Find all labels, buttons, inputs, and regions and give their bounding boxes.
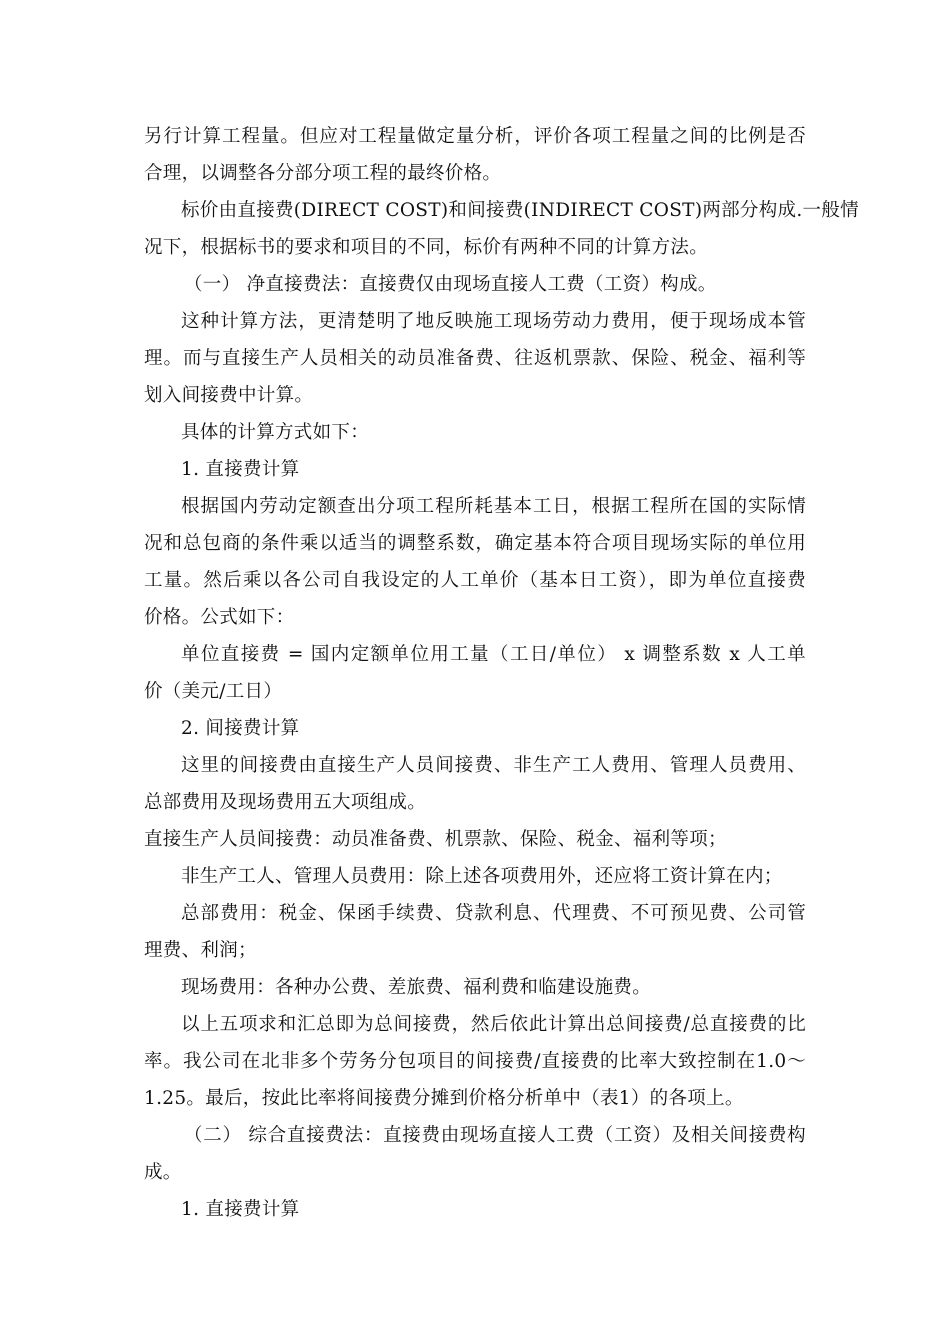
- text-line: 这种计算方法，更清楚明了地反映施工现场劳动力费用，便于现场成本管: [181, 311, 806, 332]
- text-line: 理。而与直接生产人员相关的动员准备费、往返机票款、保险、税金、福利等: [144, 348, 806, 369]
- text-line: 非生产工人、管理人员费用：除上述各项费用外，还应将工资计算在内；: [181, 866, 783, 887]
- text-line: 这里的间接费由直接生产人员间接费、非生产工人费用、管理人员费用、: [181, 755, 806, 776]
- text-line: 具体的计算方式如下：: [181, 422, 370, 443]
- text-line: 现场费用：各种办公费、差旅费、福利费和临建设施费。: [181, 977, 652, 998]
- section-heading: （一） 净直接费法：直接费仅由现场直接人工费（工资）构成。: [184, 274, 717, 295]
- section-heading: （二） 综合直接费法：直接费由现场直接人工费（工资）及相关间接费构: [184, 1125, 806, 1146]
- text-line: 合理，以调整各分部分项工程的最终价格。: [144, 163, 502, 184]
- text-line: 划入间接费中计算。: [144, 385, 314, 406]
- text-line: 理费、利润；: [144, 940, 257, 961]
- text-line: 总部费用及现场费用五大项组成。: [144, 792, 427, 813]
- text-line: 以上五项求和汇总即为总间接费，然后依此计算出总间接费/总直接费的比: [181, 1014, 806, 1035]
- text-line: 工量。然后乘以各公司自我设定的人工单价（基本日工资），即为单位直接费: [144, 570, 806, 591]
- text-line: 况下，根据标书的要求和项目的不同，标价有两种不同的计算方法。: [144, 237, 709, 258]
- text-line: 总部费用：税金、保函手续费、贷款利息、代理费、不可预见费、公司管: [181, 903, 806, 924]
- text-line: 率。我公司在北非多个劳务分包项目的间接费/直接费的比率大致控制在1.0～: [144, 1051, 806, 1072]
- formula-line: 价（美元/工日）: [144, 681, 283, 702]
- text-line: 另行计算工程量。但应对工程量做定量分析，评价各项工程量之间的比例是否: [144, 126, 806, 147]
- text-line: 根据国内劳动定额查出分项工程所耗基本工日，根据工程所在国的实际情: [181, 496, 806, 517]
- text-line: 直接生产人员间接费：动员准备费、机票款、保险、税金、福利等项；: [144, 829, 727, 850]
- text-line: 1.25。最后，按此比率将间接费分摊到价格分析单中（表1）的各项上。: [144, 1088, 744, 1109]
- text-line: 成。: [144, 1162, 182, 1183]
- subsection-heading: 1. 直接费计算: [181, 459, 300, 480]
- subsection-heading: 1. 直接费计算: [181, 1199, 300, 1220]
- text-line: 况和总包商的条件乘以适当的调整系数，确定基本符合项目现场实际的单位用: [144, 533, 806, 554]
- formula-line: 单位直接费 = 国内定额单位用工量（工日/单位） x 调整系数 x 人工单: [181, 644, 806, 665]
- subsection-heading: 2. 间接费计算: [181, 718, 300, 739]
- text-line: 标价由直接费(DIRECT COST)和间接费(INDIRECT COST)两部分构成.一般情: [181, 200, 859, 221]
- text-line: 价格。公式如下：: [144, 607, 295, 628]
